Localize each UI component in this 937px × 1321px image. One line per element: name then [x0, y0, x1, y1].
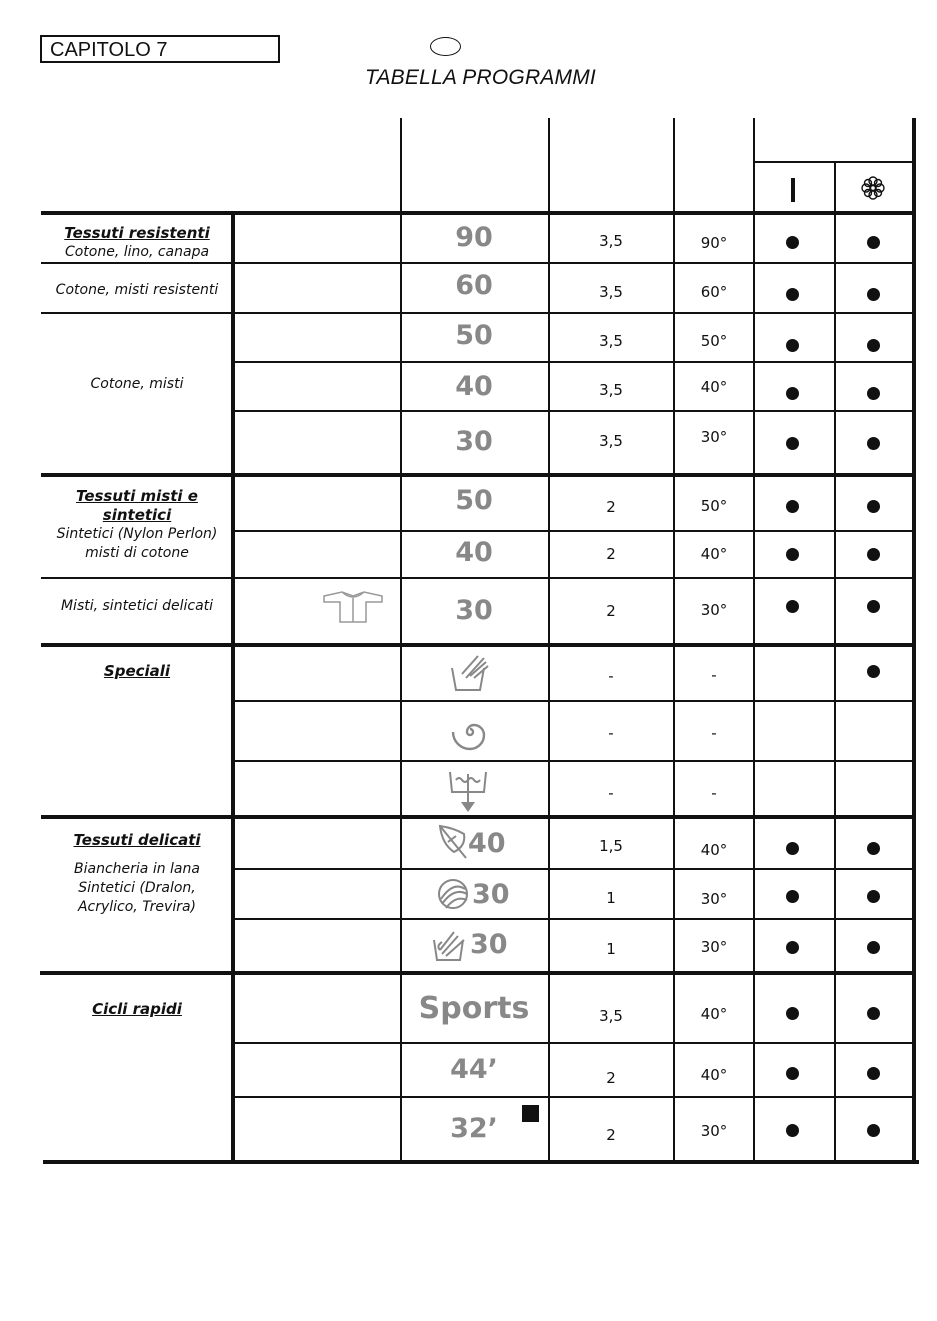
dot-col1 — [786, 941, 799, 954]
temperature-value: 40° — [700, 545, 728, 563]
temperature-value: - — [711, 784, 717, 802]
program-label: 40 — [455, 371, 493, 402]
dot-col2 — [867, 288, 880, 301]
category-sub: Cotone, misti — [90, 376, 184, 392]
category-cotone-misti-resistenti — [42, 281, 232, 300]
rinse-shower-icon — [448, 654, 490, 694]
load-value: 2 — [606, 545, 616, 563]
category-cotone-misti — [42, 375, 232, 394]
category-head: Speciali — [103, 662, 171, 680]
temperature-value: 40° — [700, 378, 728, 396]
load-value: 3,5 — [599, 1007, 623, 1025]
dot-col2 — [867, 842, 880, 855]
dot-col1 — [786, 1124, 799, 1137]
program-label: 30 — [470, 929, 508, 960]
shirt-icon — [320, 590, 386, 626]
row-line — [233, 1042, 914, 1044]
row-line — [41, 577, 914, 579]
row-line — [233, 530, 914, 532]
program-label: Sports — [418, 991, 530, 1026]
dot-col1 — [786, 1007, 799, 1020]
spin-spiral-icon — [450, 712, 490, 752]
dot-col2 — [867, 339, 880, 352]
flower-icon — [860, 175, 886, 201]
load-value: 3,5 — [599, 232, 623, 250]
row-line — [233, 1096, 914, 1098]
grid-line — [548, 118, 550, 1162]
grid-line — [912, 118, 916, 1164]
category-misti-sintetici-delicati — [42, 597, 232, 616]
temperature-value: 40° — [700, 841, 728, 859]
load-value: - — [608, 724, 614, 742]
dot-col2 — [867, 1007, 880, 1020]
category-tessuti-resistenti — [42, 224, 232, 262]
category-speciali — [42, 662, 232, 681]
category-tessuti-misti — [48, 487, 226, 563]
load-value: 2 — [606, 498, 616, 516]
temperature-value: 60° — [700, 283, 728, 301]
program-label: 32’ — [450, 1113, 498, 1144]
temperature-value: 50° — [700, 497, 728, 515]
dot-col2 — [867, 941, 880, 954]
program-label: 50 — [455, 320, 493, 351]
temperature-value: 30° — [700, 1122, 728, 1140]
dot-col1 — [786, 500, 799, 513]
dot-col2 — [867, 236, 880, 249]
dot-col2 — [867, 437, 880, 450]
load-value: 3,5 — [599, 381, 623, 399]
load-value: 2 — [606, 1126, 616, 1144]
category-cicli-rapidi — [42, 1000, 232, 1019]
temperature-value: 30° — [700, 890, 728, 908]
category-tessuti-delicati — [62, 831, 212, 917]
program-label: 30 — [455, 595, 493, 626]
row-line — [233, 361, 914, 363]
program-label: 44’ — [450, 1054, 498, 1085]
row-line — [233, 918, 914, 920]
page-title: TABELLA PROGRAMMI — [365, 66, 596, 89]
category-sub: Misti, sintetici delicati — [60, 598, 214, 614]
load-value: 2 — [606, 602, 616, 620]
dot-col1 — [786, 236, 799, 249]
grid-line — [753, 161, 915, 163]
temperature-value: 30° — [700, 938, 728, 956]
dot-col1 — [786, 387, 799, 400]
load-value: 2 — [606, 1069, 616, 1087]
section-line — [40, 971, 916, 975]
square-icon — [522, 1105, 539, 1122]
dot-col1 — [786, 600, 799, 613]
load-value: 1,5 — [599, 837, 623, 855]
wool-icon — [436, 877, 470, 911]
temperature-value: 30° — [700, 601, 728, 619]
section-line — [41, 643, 916, 647]
temperature-value: - — [711, 666, 717, 684]
section-line — [41, 473, 916, 477]
load-value: 3,5 — [599, 432, 623, 450]
load-value: 3,5 — [599, 332, 623, 350]
program-label: 90 — [455, 222, 493, 253]
row-line — [41, 262, 914, 264]
language-oval-icon — [430, 37, 461, 56]
row-line — [41, 312, 914, 314]
category-head: Cicli rapidi — [92, 1000, 182, 1018]
power-button-icon — [786, 176, 800, 204]
dot-col2 — [867, 387, 880, 400]
dot-col2 — [867, 1067, 880, 1080]
section-line — [41, 211, 916, 215]
program-label: 30 — [455, 426, 493, 457]
dot-col2 — [867, 600, 880, 613]
temperature-value: 40° — [700, 1066, 728, 1084]
dot-col1 — [786, 548, 799, 561]
row-line — [233, 410, 914, 412]
section-line — [41, 815, 916, 819]
hand-wash-icon — [432, 928, 470, 962]
dot-col1 — [786, 890, 799, 903]
category-sub: Sintetici (Nylon Perlon) misti di cotone — [56, 526, 218, 561]
dot-col1 — [786, 288, 799, 301]
dot-col2 — [867, 548, 880, 561]
dot-col1 — [786, 339, 799, 352]
row-line — [233, 700, 914, 702]
temperature-value: - — [711, 724, 717, 742]
row-line — [233, 868, 914, 870]
program-label: 60 — [455, 270, 493, 301]
program-label: 50 — [455, 485, 493, 516]
dot-col1 — [786, 437, 799, 450]
load-value: 1 — [606, 889, 616, 907]
dot-col1 — [786, 1067, 799, 1080]
dot-col2 — [867, 500, 880, 513]
dot-col2 — [867, 890, 880, 903]
load-value: 3,5 — [599, 283, 623, 301]
drain-icon — [446, 768, 490, 814]
load-value: 1 — [606, 940, 616, 958]
temperature-value: 30° — [700, 428, 728, 446]
category-head: Tessuti misti e sintetici — [76, 487, 198, 524]
row-line — [233, 760, 914, 762]
program-label: 30 — [472, 879, 510, 910]
dot-col2 — [867, 1124, 880, 1137]
dot-col1 — [786, 842, 799, 855]
grid-line — [231, 213, 235, 1164]
load-value: - — [608, 667, 614, 685]
category-sub: Cotone, lino, canapa — [64, 244, 210, 260]
temperature-value: 90° — [700, 234, 728, 252]
chapter-label: CAPITOLO 7 — [40, 35, 280, 63]
feather-icon — [436, 822, 470, 860]
section-line — [43, 1160, 919, 1164]
temperature-value: 40° — [700, 1005, 728, 1023]
load-value: - — [608, 784, 614, 802]
program-label: 40 — [468, 828, 506, 859]
category-head: Tessuti resistenti — [64, 224, 210, 242]
dot-col2 — [867, 665, 880, 678]
category-head: Tessuti delicati — [73, 831, 201, 849]
category-sub: Cotone, misti resistenti — [55, 282, 219, 298]
category-sub: Biancheria in lana Sintetici (Dralon, Acrylico, Trevira) — [74, 861, 200, 915]
program-label: 40 — [455, 537, 493, 568]
temperature-value: 50° — [700, 332, 728, 350]
